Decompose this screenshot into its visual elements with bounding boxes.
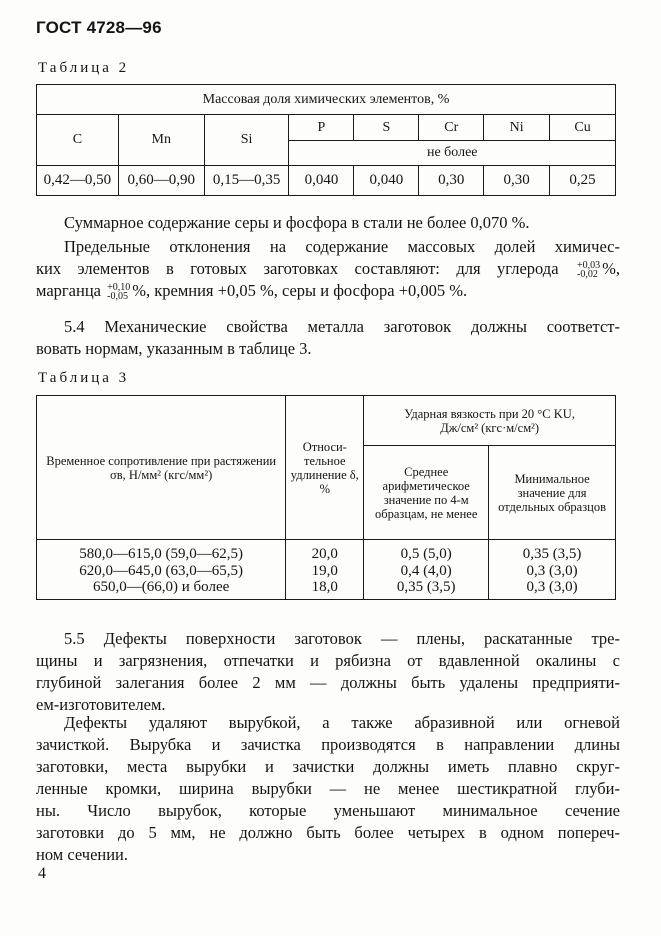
table-cell: 0,5 (5,0) — [400, 546, 452, 562]
table3-data-rows — [37, 540, 616, 600]
table2-caption: Таблица 2 — [38, 60, 130, 76]
table2-element-p: P — [289, 115, 354, 141]
paragraph-line: вовать нормам, указанным в таблице 3. — [36, 339, 312, 358]
paragraph-line — [36, 258, 620, 280]
table-cell: 580,0—615,0 (59,0—62,5) — [79, 546, 244, 562]
table2-element-ni: Ni — [484, 115, 550, 141]
paragraph-line: заготовки до 5 мм, не должно быть более четырех в одном попереч- — [36, 823, 620, 842]
table2-value-p: 0,040 — [289, 166, 354, 196]
document-header: ГОСТ 4728—96 — [36, 18, 162, 37]
paragraph-line: 5.4 Механические свойства металла заготовок должны соответст- — [64, 317, 620, 336]
table2-element-c: C — [37, 115, 119, 166]
table-cell: 0,35 (3,5) — [396, 579, 456, 595]
table2-value-cr: 0,30 — [419, 166, 484, 196]
paragraph-line: заготовки, места вырубки и зачистки должны иметь плавно скруг- — [36, 757, 620, 776]
table3-col-average-header: Среднее арифметическое значение по 4-м образцам, не менее — [364, 446, 489, 540]
table2-value-s: 0,040 — [354, 166, 419, 196]
table-cell: 19,0 — [311, 562, 338, 579]
table3-average-values — [364, 540, 489, 600]
table3-impact-header-line: Дж/см² (кгс·м/см²) — [440, 420, 540, 435]
tolerance-lower: -0,05 — [107, 291, 128, 303]
paragraph-text: Суммарное содержание серы и фосфора в стали не более 0,070 %. — [64, 213, 530, 232]
paragraph-text: %, — [602, 259, 621, 278]
paragraph-text: марганца — [36, 281, 101, 300]
table2-element-mn: Mn — [118, 115, 204, 166]
table3-impact-header — [364, 396, 616, 446]
table-cell: 18,0 — [311, 579, 338, 595]
table2-value-cu: 0,25 — [550, 166, 616, 196]
table3-mechanical-properties — [36, 395, 616, 600]
paragraph-line: щины и загрязнения, отпечатки и рябизна от вдавленной окалины с — [36, 651, 620, 670]
paragraph-text: %, кремния +0,05 %, серы и фосфора +0,005 %. — [132, 281, 468, 300]
tolerance-upper: +0,03 — [577, 260, 601, 272]
paragraph-line: зачисткой. Вырубка и зачистка производятся в направлении длины — [36, 735, 620, 754]
paragraph-line: ны. Число вырубок, которые уменьшают минимальное сечение — [36, 801, 620, 820]
table2-value-ni: 0,30 — [484, 166, 550, 196]
table-cell: 0,35 (3,5) — [522, 546, 582, 562]
table-cell: 0,3 (3,0) — [526, 579, 578, 595]
table-cell: 650,0—(66,0) и более — [93, 579, 230, 595]
paragraph-surface-defects — [36, 628, 620, 716]
paragraph-line: Дефекты удаляют вырубкой, а также абразивной или огневой — [64, 713, 620, 732]
table2-value-si: 0,15—0,35 — [204, 166, 289, 196]
paragraph-line — [36, 280, 620, 302]
table2-element-cu: Cu — [550, 115, 616, 141]
page-number: 4 — [38, 865, 46, 882]
paragraph-line: 5.5 Дефекты поверхности заготовок — плены, раскатанные тре- — [64, 629, 620, 648]
table3-col-strength-header: Временное сопротивление при растяжении σв, Н/мм² (кгс/мм²) — [37, 396, 286, 540]
table2-element-s: S — [354, 115, 419, 141]
table-cell: 0,4 (4,0) — [400, 562, 452, 579]
table3-minimum-values — [489, 540, 616, 600]
table2-limit-note: не более — [289, 141, 616, 166]
table2-chemical-composition — [36, 84, 616, 196]
paragraph-line: ном сечении. — [36, 845, 129, 864]
table2-element-si: Si — [204, 115, 289, 166]
table3-caption: Таблица 3 — [38, 370, 130, 386]
paragraph-line: глубиной залегания более 2 мм — должны быть удалены предприяти- — [36, 673, 620, 692]
tolerance-lower: -0,02 — [577, 269, 598, 281]
table2-value-c: 0,42—0,50 — [37, 166, 119, 196]
paragraph-line: ем-изготовителем. — [36, 695, 166, 714]
table-cell: 20,0 — [311, 546, 338, 562]
paragraph-defect-removal — [36, 712, 620, 866]
table3-strength-values — [37, 540, 286, 600]
table2-value-mn: 0,60—0,90 — [118, 166, 204, 196]
table2-group-header: Массовая доля химических элементов, % — [37, 85, 616, 115]
paragraph-text: ких элементов в готовых заготовках составляют: для углерода — [36, 259, 559, 278]
table3-col-minimum-header: Минимальное значение для отдельных образцов — [489, 446, 616, 540]
table3-impact-header-line: Ударная вязкость при 20 °С KU, — [404, 406, 575, 421]
paragraph-deviations — [36, 236, 620, 302]
paragraph-line: Предельные отклонения на содержание массовых долей химичес- — [64, 237, 620, 256]
manganese-tolerance — [107, 283, 130, 301]
paragraph-mechanical-properties — [36, 316, 620, 360]
table-cell: 620,0—645,0 (63,0—65,5) — [79, 562, 244, 579]
tolerance-upper: +0,10 — [107, 282, 131, 294]
table2-element-cr: Cr — [419, 115, 484, 141]
carbon-tolerance — [577, 261, 600, 279]
table3-col-elongation-header: Относи-тельное удлинение δ, % — [286, 396, 364, 540]
paragraph-sulfur-phosphorus — [36, 212, 620, 234]
paragraph-line: ленные кромки, ширина вырубки — не менее шестикратной глуби- — [36, 779, 620, 798]
table3-elongation-values — [286, 540, 364, 600]
table-cell: 0,3 (3,0) — [526, 562, 578, 579]
